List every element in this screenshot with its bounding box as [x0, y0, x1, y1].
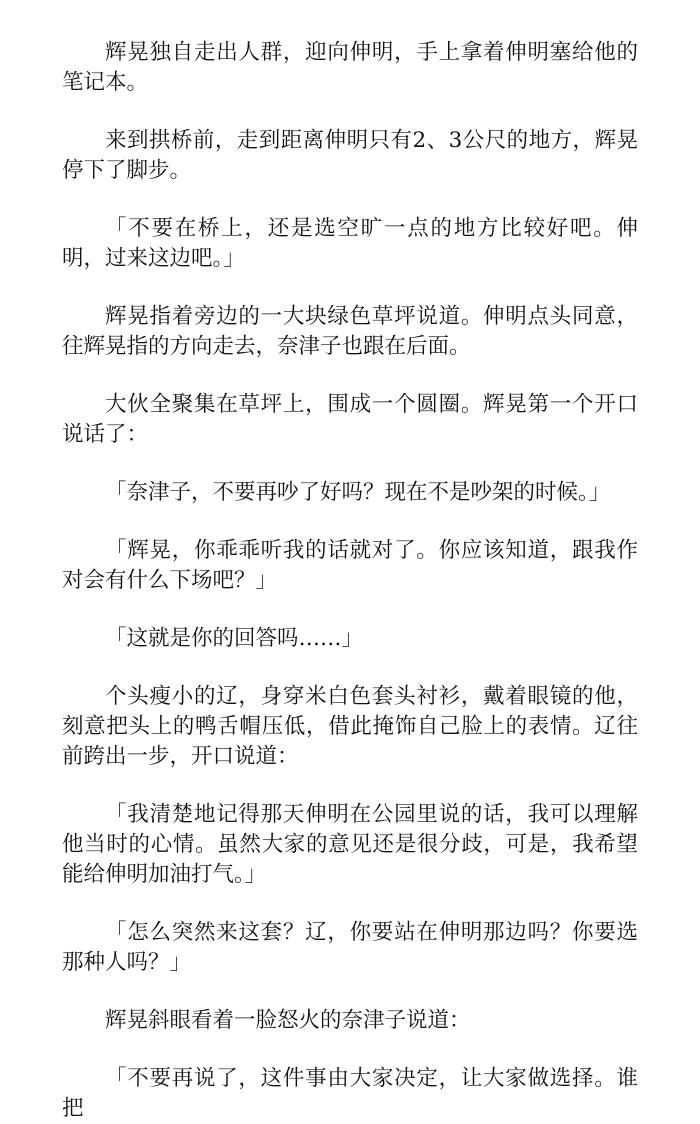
paragraph: 「不要在桥上，还是选空旷一点的地方比较好吧。伸明，过来这边吧。」: [62, 216, 638, 271]
paragraph: 辉晃指着旁边的一大块绿色草坪说道。伸明点头同意，往辉晃指的方向走去，奈津子也跟在后面。: [62, 304, 638, 359]
paragraph: 「我清楚地记得那天伸明在公园里说的话，我可以理解他当时的心情。虽然大家的意见还是很分歧，可是，我希望能给伸明加油打气。」: [62, 802, 638, 887]
paragraph: 「奈津子，不要再吵了好吗？现在不是吵架的时候。」: [105, 480, 611, 505]
paragraph: 大伙全聚集在草坪上，围成一个圆圈。辉晃第一个开口说话了：: [62, 392, 638, 447]
paragraph: 辉晃斜眼看着一脸怒火的奈津子说道：: [105, 1008, 471, 1033]
paragraph: 个头瘦小的辽，身穿米白色套头衬衫，戴着眼镜的他，刻意把头上的鸭舌帽压低，借此掩饰自己脸上的表情。辽往前跨出一步，开口说道：: [62, 684, 638, 769]
paragraph: 「辉晃，你乖乖听我的话就对了。你应该知道，跟我作对会有什么下场吧？」: [62, 538, 638, 593]
paragraph: 「这就是你的回答吗……」: [105, 626, 364, 651]
paragraph: 来到拱桥前，走到距离伸明只有2、3公尺的地方，辉晃停下了脚步。: [62, 128, 638, 183]
text-page: [62, 38, 638, 1124]
paragraph: 辉晃独自走出人群，迎向伸明，手上拿着伸明塞给他的笔记本。: [62, 40, 638, 95]
paragraph: 「怎么突然来这套？辽，你要站在伸明那边吗？你要选那种人吗？」: [62, 920, 638, 975]
paragraph: 「不要再说了，这件事由大家决定，让大家做选择。谁把: [62, 1066, 638, 1121]
